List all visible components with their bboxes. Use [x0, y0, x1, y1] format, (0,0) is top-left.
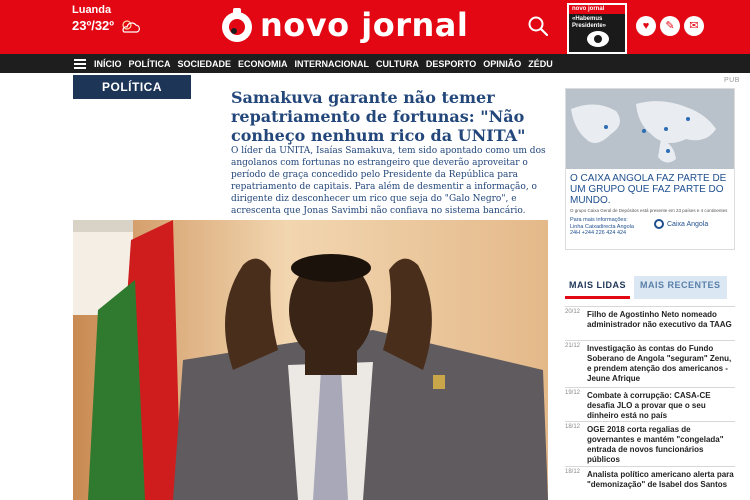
- tab-mais-lidas[interactable]: MAIS LIDAS: [565, 276, 630, 299]
- ad-title: O CAIXA ANGOLA FAZ PARTE DE UM GRUPO QUE FAZ PARTE DO MUNDO.: [570, 173, 727, 206]
- news-date: 19/12: [565, 390, 581, 396]
- main-nav: [0, 54, 750, 73]
- ad-contact-phone: 24H +244 226 424 424: [570, 230, 627, 236]
- ad-contact-line: Linha Caixadirecta Angola: [570, 223, 634, 230]
- news-title[interactable]: Analista político americano alerta para "demonização" de Isabel dos Santos: [587, 470, 734, 489]
- nav-item-sociedade[interactable]: SOCIEDADE: [177, 58, 232, 69]
- news-title[interactable]: Combate à corrupção: CASA-CE desafia JLO a provar que o seu dinheiro está no país: [587, 391, 711, 420]
- news-date: 18/12: [565, 424, 581, 430]
- nav-item-economia[interactable]: ECONOMIA: [238, 58, 288, 69]
- nav-item-inicio[interactable]: INÍCIO: [94, 58, 122, 69]
- weather-city: Luanda: [72, 4, 112, 16]
- logo-mark-icon: [220, 6, 254, 44]
- edit-icon[interactable]: ✎: [660, 16, 680, 36]
- newspaper-edition-thumbnail[interactable]: [567, 3, 627, 54]
- caixa-logo-icon: [654, 219, 664, 229]
- article-lead: O líder da UNITA, Isaías Samakuva, tem sido apontado como um dos angolanos com fortunas no estrangeiro que deverão aproveitar o período de graça concedido pelo Presidente da República para repatriamento de capitais. Para além de desmentir a informação, o dirigente diz desconhecer um rico que seja do "Galo Negro", e acrescenta que Jonas Savimbi não confiava no sistema bancário.: [231, 146, 546, 216]
- list-item[interactable]: [565, 466, 735, 500]
- weather-temp: 23º/32º: [72, 18, 115, 33]
- ad-world-map: [566, 89, 734, 169]
- site-header: [0, 0, 750, 54]
- news-date: 20/12: [565, 309, 581, 315]
- newspaper-headline: «Habemus Presidente»: [572, 16, 607, 29]
- list-item[interactable]: [565, 421, 735, 466]
- nav-item-opiniao[interactable]: OPINIÃO: [483, 58, 522, 69]
- nav-item-cultura[interactable]: CULTURA: [376, 58, 419, 69]
- ad-brand: [654, 219, 708, 229]
- list-item[interactable]: [565, 306, 735, 340]
- news-date: 18/12: [565, 469, 581, 475]
- news-title[interactable]: OGE 2018 corta regalias de governantes e mantém "congelada" entrada de novos funcionários públicos: [587, 425, 724, 464]
- mail-icon[interactable]: ✉: [684, 16, 704, 36]
- ad-contact: [570, 217, 634, 237]
- article-photo[interactable]: [73, 220, 548, 500]
- nav-item-politica[interactable]: POLÍTICA: [128, 58, 171, 69]
- list-item[interactable]: [565, 340, 735, 387]
- partly-cloudy-icon: [118, 19, 142, 33]
- ad-small-print: O grupo Caixa Geral de Depósitos está presente em 23 países e 4 continentes: [570, 208, 728, 213]
- nav-item-zedu[interactable]: ZÉDU: [528, 58, 553, 69]
- logo-text: novo jornal: [260, 6, 469, 44]
- article-headline[interactable]: Samakuva garante não temer repatriamento de fortunas: "Não conheço nenhum rico da UNITA": [231, 88, 526, 145]
- search-icon[interactable]: [527, 15, 549, 37]
- ad-tag: PUB: [724, 77, 740, 84]
- weather-widget: [72, 4, 142, 33]
- like-icon[interactable]: ♥: [636, 16, 656, 36]
- eye-icon: [587, 31, 609, 47]
- section-label[interactable]: POLÍTICA: [73, 75, 191, 99]
- ad-contact-label: Para mais informações:: [570, 217, 628, 223]
- world-map-icon: [566, 89, 735, 169]
- news-title[interactable]: Filho de Agostinho Neto nomeado administrador não executivo da TAAG: [587, 310, 732, 329]
- social-links: [636, 16, 704, 36]
- site-logo[interactable]: [220, 6, 468, 44]
- tab-mais-recentes[interactable]: MAIS RECENTES: [634, 276, 727, 299]
- nav-item-internacional[interactable]: INTERNACIONAL: [294, 58, 370, 69]
- menu-icon[interactable]: [74, 59, 86, 69]
- sidebar-tabs: [565, 276, 727, 299]
- nav-item-desporto[interactable]: DESPORTO: [425, 58, 477, 69]
- newspaper-masthead: novo jornal: [569, 5, 625, 14]
- ad-brand-name: Caixa Angola: [667, 220, 709, 228]
- list-item[interactable]: [565, 387, 735, 421]
- news-date: 21/12: [565, 343, 581, 349]
- news-title[interactable]: Investigação às contas do Fundo Soberano de Angola "seguram" Zenu, e prendem atenção dos americanos - Jeune Afrique: [587, 344, 732, 383]
- ad-banner[interactable]: [565, 88, 735, 250]
- news-list: [565, 306, 735, 500]
